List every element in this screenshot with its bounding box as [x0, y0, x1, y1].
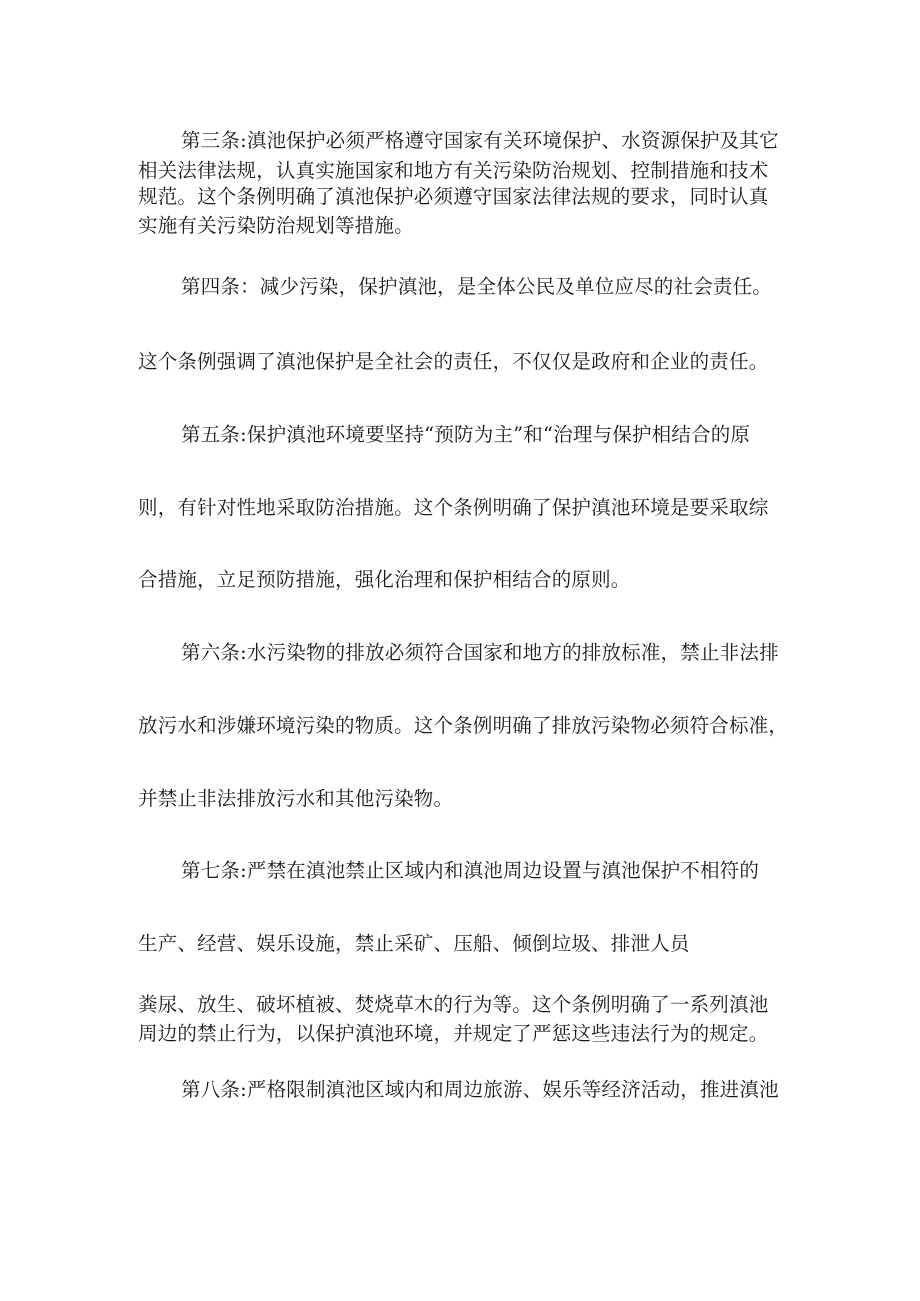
article-7-line-3: 粪尿、放生、破坏植被、焚烧草木的行为等。这个条例明确了一系列滇池 [138, 993, 769, 1016]
article-7-line-4: 周边的禁止行为，以保护滇池环境，并规定了严惩这些违法行为的规定。 [138, 1022, 769, 1045]
article-4-line-2: 这个条例强调了滇池保护是全社会的责任，不仅仅是政府和企业的责任。 [138, 350, 769, 373]
article-4-line-1: 第四条：减少污染，保护滇池，是全体公民及单位应尽的社会责任。 [181, 275, 773, 298]
article-6-line-2: 放污水和涉嫌环境污染的物质。这个条例明确了排放污染物必须符合标准， [138, 714, 789, 737]
article-8-line-1: 第八条:严格限制滇池区域内和周边旅游、娱乐等经济活动，推进滇池 [181, 1078, 779, 1101]
article-6-line-3: 并禁止非法排放污水和其他污染物。 [138, 787, 454, 810]
article-3-line-3: 规范。这个条例明确了滇池保护必须遵守国家法律法规的要求，同时认真 [138, 185, 769, 208]
article-5-line-2: 则，有针对性地采取防治措施。这个条例明确了保护滇池环境是要采取综 [138, 496, 769, 519]
article-3-line-1: 第三条:滇池保护必须严格遵守国家有关环境保护、水资源保护及其它 [181, 129, 779, 152]
article-3-line-4: 实施有关污染防治规划等措施。 [138, 214, 414, 237]
article-5-line-3: 合措施，立足预防措施，强化治理和保护相结合的原则。 [138, 568, 631, 591]
article-7-line-1: 第七条:严禁在滇池禁止区域内和滇池周边设置与滇池保护不相符的 [181, 859, 760, 882]
article-6-line-1: 第六条:水污染物的排放必须符合国家和地方的排放标准，禁止非法排 [181, 641, 779, 664]
article-5-line-1: 第五条:保护滇池环境要坚持“预防为主”和“治理与保护相结合的原 [181, 423, 751, 446]
article-7-line-2: 生产、经营、娱乐设施，禁止采矿、压船、倾倒垃圾、排泄人员 [138, 932, 690, 955]
article-3-line-2: 相关法律法规，认真实施国家和地方有关污染防治规划、控制措施和技术 [138, 159, 769, 182]
